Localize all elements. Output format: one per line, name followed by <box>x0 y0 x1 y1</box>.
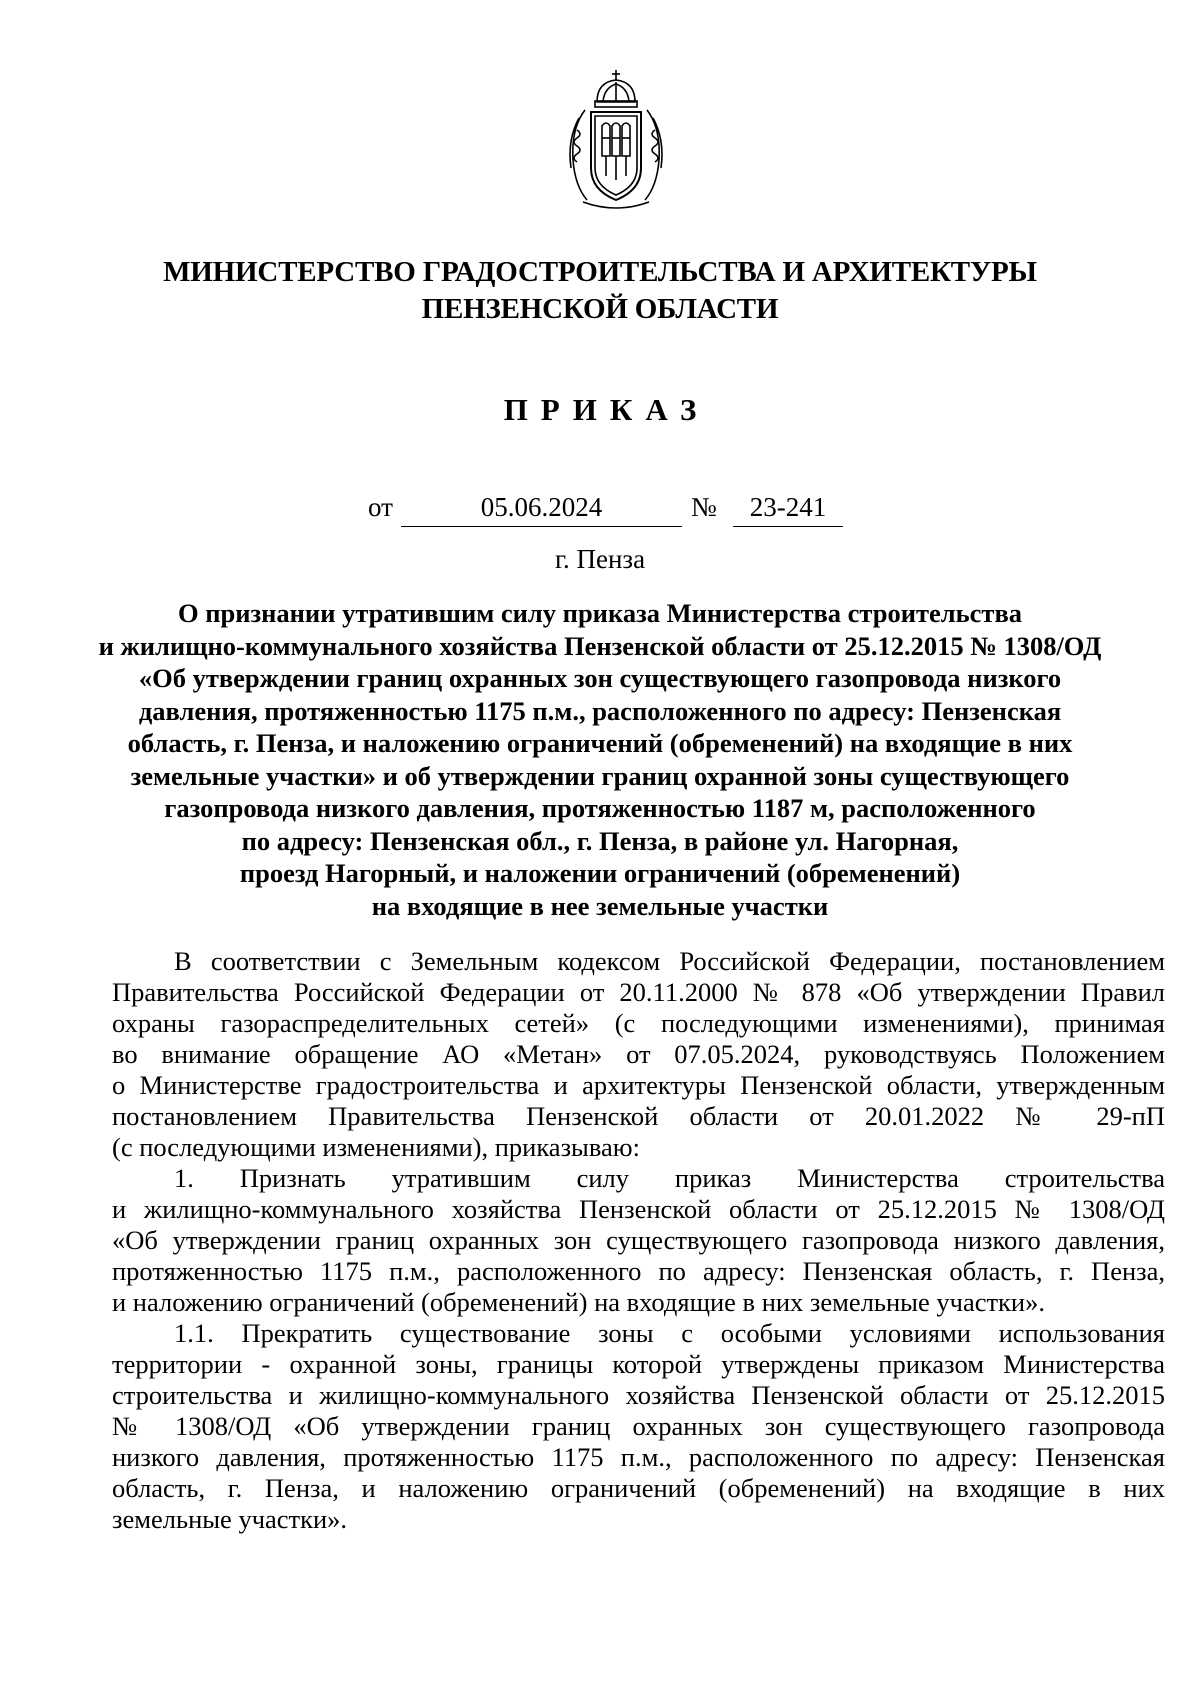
city: г. Пенза <box>554 544 646 574</box>
body-line: и жилищно-коммунального хозяйства Пензенской области от 25.12.2015 № 1308/ОД <box>112 1194 1165 1224</box>
body-line: строительства и жилищно-коммунального хозяйства Пензенской области от 25.12.2015 <box>112 1380 1165 1410</box>
body-line: область, г. Пенза, и наложению ограничений (обременений) на входящие в них <box>112 1473 1165 1503</box>
ministry-name <box>0 254 1200 328</box>
body-line: Правительства Российской Федерации от 20.11.2000 № 878 «Об утверждении Правил <box>112 977 1165 1007</box>
body-line: «Об утверждении границ охранных зон существующего газопровода низкого давления, <box>112 1225 1165 1255</box>
ministry-name-line-2: ПЕНЗЕНСКОЙ ОБЛАСТИ <box>421 293 779 325</box>
body-line: 1. Признать утратившим силу приказ Министерства строительства <box>174 1163 1165 1193</box>
body-line: земельные участки». <box>112 1504 348 1534</box>
order-body <box>112 946 1165 1535</box>
body-line: № 1308/ОД «Об утверждении границ охранных зон существующего газопровода <box>112 1411 1165 1441</box>
body-line: территории - охранной зоны, границы которой утверждены приказом Министерства <box>112 1349 1165 1379</box>
body-line: постановлением Правительства Пензенской области от 20.01.2022 № 29-пП <box>112 1101 1165 1131</box>
order-title: ПРИКАЗ <box>503 392 710 427</box>
ministry-name-line-1: МИНИСТЕРСТВО ГРАДОСТРОИТЕЛЬСТВА И АРХИТЕКТУРЫ <box>163 256 1037 288</box>
subject-line: проезд Нагорный, и наложении ограничений (обременений) <box>239 858 961 888</box>
subject-line: газопровода низкого давления, протяженностью 1187 м, расположенного <box>164 793 1036 823</box>
date-field: 05.06.2024 <box>401 492 682 527</box>
number-label: № <box>691 492 717 522</box>
subject-line: «Об утверждении границ охранных зон существующего газопровода низкого <box>138 663 1062 693</box>
subject-line: давления, протяженностью 1175 п.м., расположенного по адресу: Пензенская <box>138 695 1062 726</box>
body-line: во внимание обращение АО «Метан» от 07.05.2024, руководствуясь Положением <box>112 1039 1165 1069</box>
body-line: 1.1. Прекратить существование зоны с особыми условиями использования <box>174 1318 1165 1348</box>
number-field: 23-241 <box>733 492 843 527</box>
coat-of-arms-emblem <box>557 68 675 210</box>
order-subject <box>0 597 1200 922</box>
subject-line: земельные участки» и об утверждении границ охранной зоны существующего <box>130 760 1070 791</box>
body-line: о Министерстве градостроительства и архитектуры Пензенской области, утвержденным <box>112 1070 1165 1100</box>
body-line: (с последующими изменениями), приказываю: <box>112 1132 640 1162</box>
subject-line: область, г. Пенза, и наложению ограничений (обременений) на входящие в них <box>127 728 1073 758</box>
subject-line: О признании утратившим силу приказа Министерства строительства <box>177 598 1023 628</box>
body-line: и наложению ограничений (обременений) на входящие в них земельные участки». <box>112 1287 1045 1317</box>
subject-line: на входящие в нее земельные участки <box>371 890 829 921</box>
subject-line: по адресу: Пензенская обл., г. Пенза, в районе ул. Нагорная, <box>241 825 959 856</box>
body-line: В соответствии с Земельным кодексом Российской Федерации, постановлением <box>174 946 1165 976</box>
date-label: от <box>368 492 393 522</box>
body-line: протяженностью 1175 п.м., расположенного по адресу: Пензенская область, г. Пенза, <box>112 1256 1165 1286</box>
subject-line: и жилищно-коммунального хозяйства Пензенской области от 25.12.2015 № 1308/ОД <box>98 630 1102 661</box>
body-line: низкого давления, протяженностью 1175 п.м., расположенного по адресу: Пензенская <box>112 1442 1165 1472</box>
body-line: охраны газораспределительных сетей» (с последующими изменениями), принимая <box>112 1008 1165 1038</box>
